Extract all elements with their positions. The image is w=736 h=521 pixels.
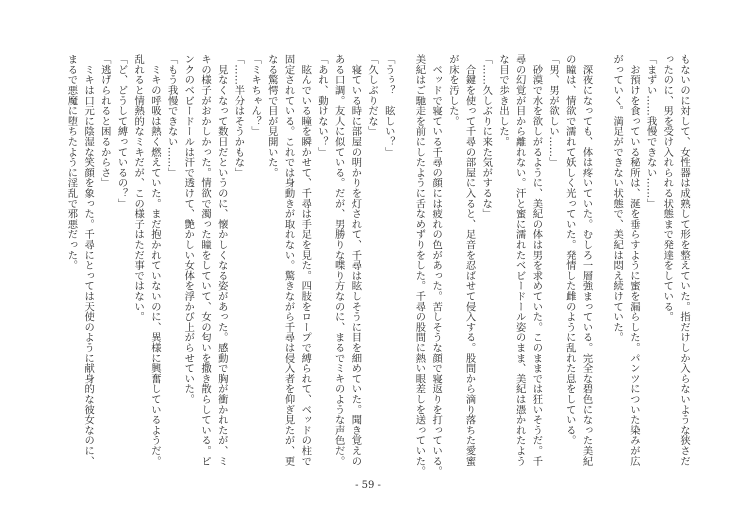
text-line: 「うぅ？ 眩しい？」 [382,54,395,157]
text-line: 尋の幻覚が目から離れない。汗と蜜に濡れたベビードール姿のまま、美紀は憑かれたよう [513,54,526,466]
text-line: 「まずい……我慢できない……」 [644,54,657,209]
text-line: もないのに対して、女性器は成熟して形を整えていた。指だけしか入らないような狭さだ [678,54,690,466]
vertical-text-body [63,54,692,477]
text-line: 「もう我慢できない……」 [165,54,178,178]
text-line: ンクのベビードールは汗で透けて、艶かしい女体を浮かび上がらせていた。 [182,54,195,405]
text-line: 「……久しぶりに来た気がするな」 [480,54,493,219]
text-line: 「あれ、動けない？」 [315,54,328,157]
text-line: 「ど、どうして縛っているの？」 [115,54,128,209]
text-line: な目で歩き出した。 [496,54,509,147]
text-line: 「逃げられると困るからさ」 [98,54,111,188]
text-line: ったのに、男を受け入れられる状態まで発達をしている。 [661,54,674,322]
text-line: 美紀はご馳走を前にしたように舌なめずりをした。千尋の股間に熱い眼差しを送っていた。 [413,54,426,477]
text-line: ある口調。友人に似ている。だが、男勝りな喋り方なのに、まるでミキのような声色だ。 [332,54,345,466]
text-line: 固定されている。これでは身動きが取れない。驚きながら千尋は侵入者を仰ぎ見たが、更 [282,54,295,466]
page-number: - 59 - [355,480,381,491]
text-line: 「ミキちゃん？」 [249,54,262,137]
text-line: 砂漠で水を欲しがるように、美紀の体は男を求めていた。このままでは狂いそうだ。千 [530,54,543,466]
text-line: まるで悪魔に堕ちたように淫乱で邪悪だった。 [65,54,78,271]
text-line: なる驚愕で目が見開いた。 [265,54,278,178]
text-line: 「久しぶりだな」 [366,54,379,137]
text-line: ミキの呼吸は熱く燃えていた。まだ抱かれていないのに、異様に興奮しているようだ。 [148,54,161,466]
text-line: お預けを食っている秘所は、涎を垂らすように蜜を漏らした。パンツについた染みが広 [627,54,640,466]
text-line: が床を汚した。 [446,54,459,127]
text-line: 見なくなって数日だというのに、懐かしくなる姿があった。感動で胸が衝かれたが、ミ [215,54,228,466]
text-line: 合鍵を使って千尋の部屋に入ると、足音を忍ばせて侵入する。股間から滴り落ちた愛蜜 [463,54,476,466]
text-line: 眩んでいる瞳を瞬かせて、千尋は手足を見た。四肢をロープで縛られて、ベッドの柱で [299,54,312,466]
text-line: の瞳は、情欲で濡れて妖しく光っていた。発情した雌のように乱れた息をしている。 [563,54,576,446]
text-line: 乱れると情熱的なミキだが、この様子はただ事ではない。 [132,54,145,322]
text-line: 「男、男が欲しい……」 [547,54,560,168]
text-section [63,54,411,468]
text-line: ミキは口元に陰湿な笑顔を象った。千尋にとっては天使のように献身的な彼女なのに、 [82,54,95,466]
text-section [411,54,609,477]
text-line: がっていく。満足ができない状態で、美紀は悶え続けていた。 [611,54,624,343]
text-section [608,54,692,468]
text-line: 深夜になっても、体は疼いていた。むしろ一層強まっている。完全な碧色になった美紀 [580,54,593,466]
text-line: キの様子がおかしかった。情欲で濁った瞳をしていて、女の匂いを撒き散らしている。ピ [199,54,212,466]
text-line: ベッドで寝ている千尋の顔には疲れの色があった。苦しそうな顔で寝返りを打っている。 [430,54,443,477]
text-line: 「……半分はそうかもな」 [232,54,245,178]
text-line: 寝ている時に部屋の明かりを灯されて、千尋は眩しそうに目を細めていた。聞き覚えの [349,54,362,466]
